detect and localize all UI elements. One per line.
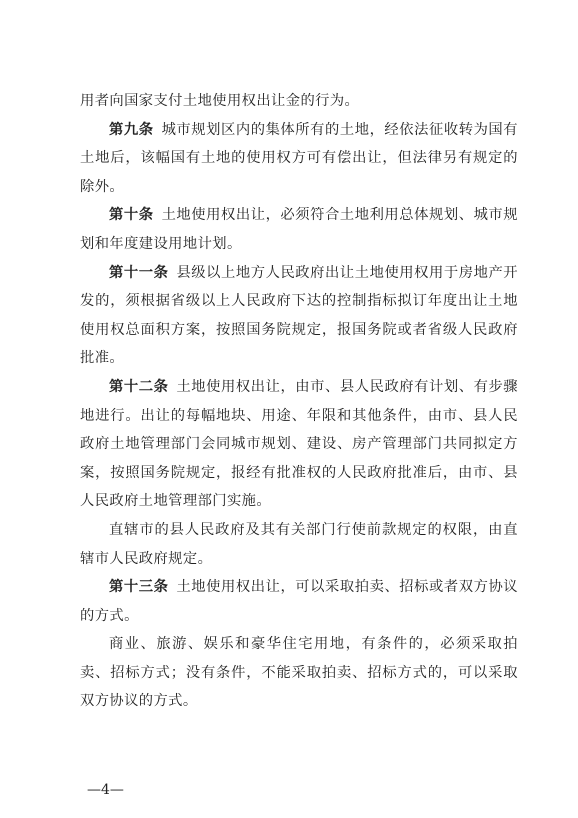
article-heading: 第九条 (109, 121, 154, 138)
article-text: 土地使用权出让，由市、县人民政府有计划、有步骤地进行。出让的每幅地块、用途、年限和其他条件，由市、县人民政府土地管理部门会同城市规划、建设、房产管理部门共同拟定方案，按照国务院规定，报经有批准权的人民政府批准后，由市、县人民政府土地管理部门实施。 (80, 378, 518, 510)
paragraph-text: 商业、旅游、娱乐和豪华住宅用地，有条件的，必须采取拍卖、招标方式；没有条件，不能采取拍卖、招标方式的，可以采取双方协议的方式。 (80, 636, 518, 710)
page-number: —4— (87, 782, 124, 798)
article-12-paragraph-2 (80, 516, 518, 573)
article-heading: 第十二条 (109, 378, 169, 395)
article-12 (80, 373, 518, 516)
article-13-paragraph-2 (80, 630, 518, 716)
article-text: 城市规划区内的集体所有的土地，经依法征收转为国有土地后，该幅国有土地的使用权方可有偿出让，但法律另有规定的除外。 (80, 121, 518, 195)
article-text: 县级以上地方人民政府出让土地使用权用于房地产开发的，须根据省级以上人民政府下达的控制指标拟订年度出让土地使用权总面积方案，按照国务院规定，报国务院或者省级人民政府批准。 (80, 264, 518, 367)
article-heading: 第十一条 (109, 264, 169, 281)
paragraph-text: 直辖市的县人民政府及其有关部门行使前款规定的权限，由直辖市人民政府规定。 (80, 521, 518, 567)
article-13 (80, 573, 518, 630)
paragraph-text: 用者向国家支付土地使用权出让金的行为。 (80, 93, 360, 109)
article-text: 土地使用权出让，可以采取拍卖、招标或者双方协议的方式。 (80, 579, 518, 624)
document-body (80, 87, 518, 716)
article-9 (80, 116, 518, 202)
article-text: 土地使用权出让，必须符合土地利用总体规划、城市规划和年度建设用地计划。 (80, 207, 518, 252)
article-10 (80, 201, 518, 258)
article-heading: 第十三条 (109, 579, 169, 596)
article-11 (80, 259, 518, 373)
article-heading: 第十条 (109, 207, 154, 224)
paragraph-continuation (80, 87, 518, 116)
